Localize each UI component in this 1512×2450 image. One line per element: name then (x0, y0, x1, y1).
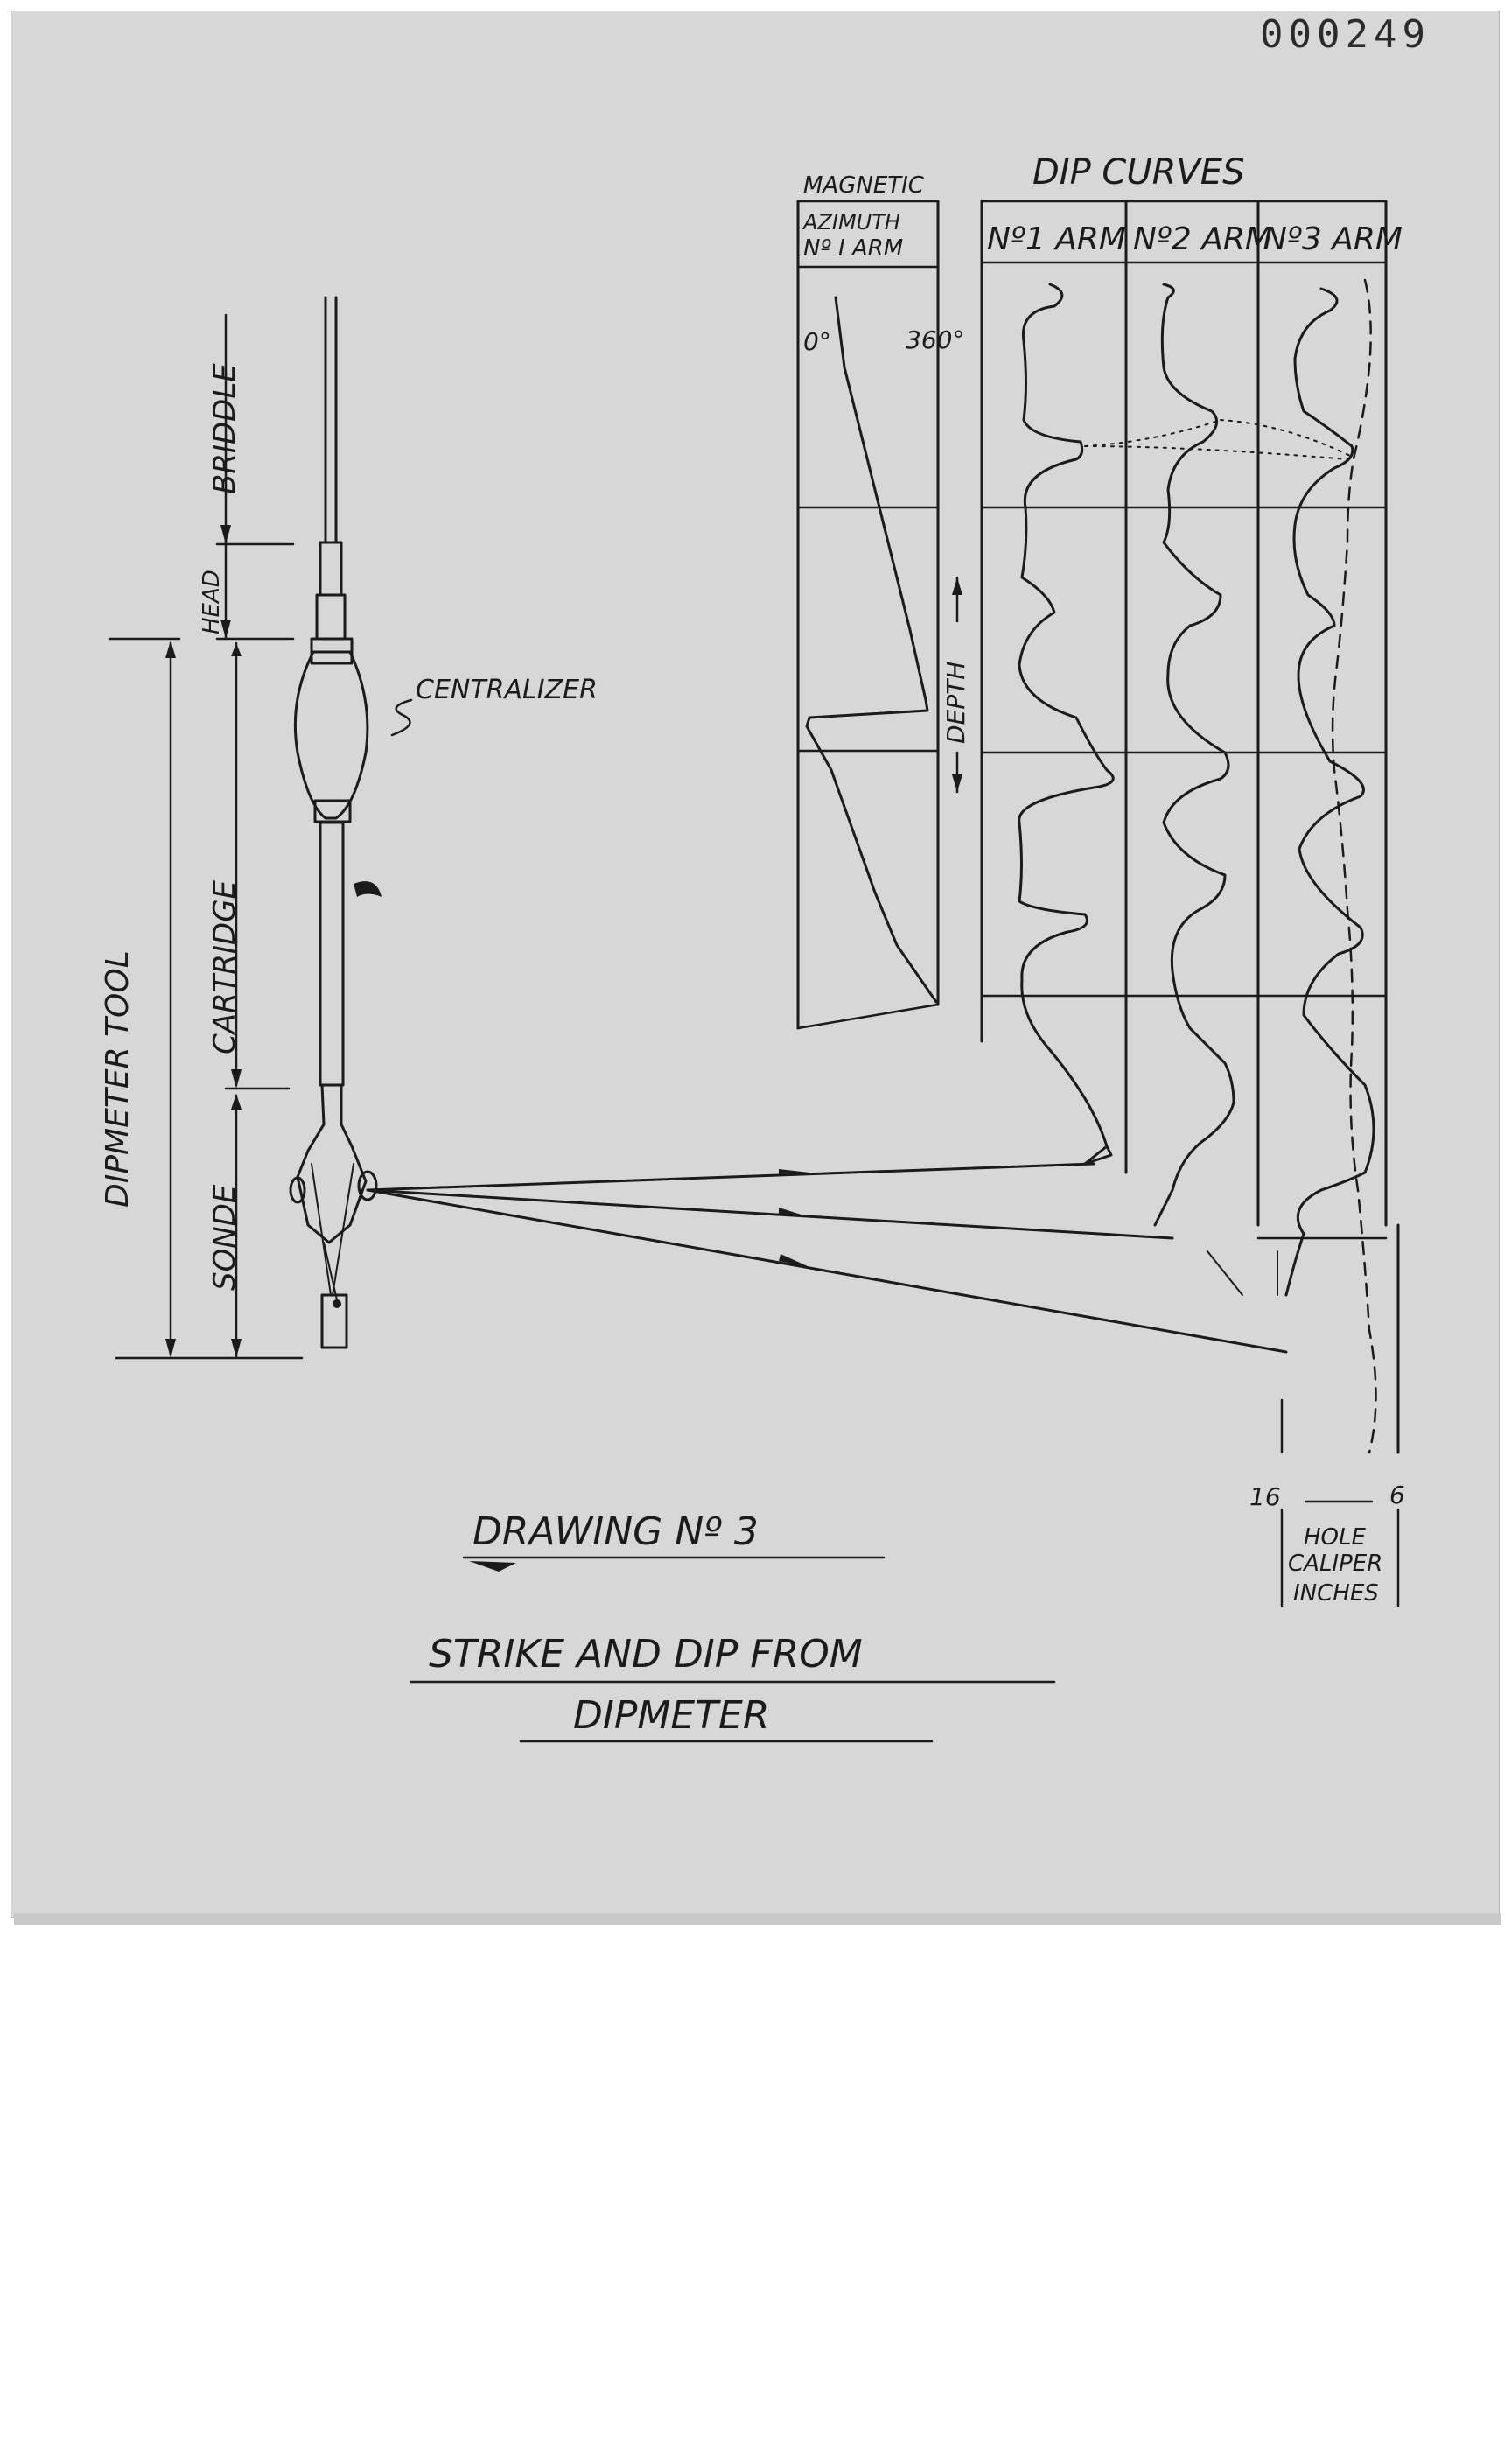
caliper-scale (1250, 1225, 1405, 1606)
azimuth-log (798, 172, 970, 1028)
depth-label: DEPTH (942, 661, 970, 744)
briddle-label: BRIDDLE (207, 363, 242, 494)
correlation-arrows (368, 1146, 1286, 1352)
centralizer-leader (392, 700, 411, 735)
cartridge-label: CARTRIDGE (207, 879, 242, 1054)
caliper-right-value: 6 (1390, 1480, 1405, 1509)
inches-label: INCHES (1293, 1580, 1379, 1606)
document-number: 000249 (1260, 12, 1431, 57)
arm2-curve (1155, 284, 1234, 1225)
magnetic-label: MAGNETIC (803, 172, 924, 199)
head-label: HEAD (199, 570, 225, 634)
hole-label: HOLE (1304, 1524, 1366, 1550)
arm2-header: Nº2 ARM (1133, 221, 1272, 257)
azimuth-min-label: 0° (803, 327, 831, 356)
caliper-curve (1333, 280, 1376, 1452)
azimuth-label: AZIMUTH (803, 210, 900, 234)
arm3-header: Nº3 ARM (1264, 221, 1403, 257)
dipmeter-tool-label: DIPMETER TOOL (100, 950, 136, 1208)
azimuth-max-label: 360° (906, 326, 965, 354)
caliper-left-value: 16 (1250, 1482, 1281, 1511)
title-line1: STRIKE AND DIP FROM (429, 1632, 863, 1676)
sonde-label: SONDE (207, 1184, 242, 1291)
arm1-curve (1019, 284, 1114, 1164)
caliper-label: CALIPER (1288, 1550, 1383, 1577)
dip-curves-title: DIP CURVES (1032, 152, 1245, 192)
title-block (411, 1509, 1054, 1741)
arm1-header: Nº1 ARM (987, 221, 1126, 257)
dimension-lines (109, 315, 302, 1358)
arm3-curve (1286, 289, 1374, 1295)
dip-curves-log (982, 152, 1403, 1452)
title-line2: DIPMETER (573, 1693, 770, 1738)
drawing-number: DRAWING Nº 3 (472, 1509, 759, 1554)
azimuth-arm-label: Nº I ARM (803, 235, 904, 262)
centralizer-label: CENTRALIZER (416, 675, 598, 705)
